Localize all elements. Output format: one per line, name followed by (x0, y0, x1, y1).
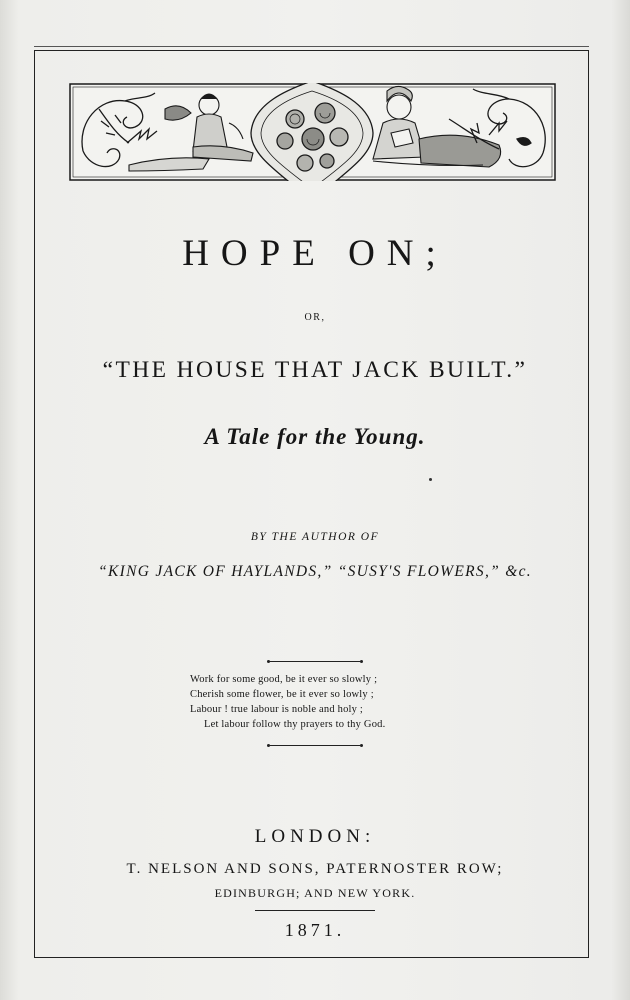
rule-end-dot (267, 744, 270, 747)
book-title: HOPE ON; (182, 233, 448, 274)
ink-speck (429, 478, 432, 481)
imprint-year: 1871. (284, 920, 346, 940)
epigraph-bottom-rule (270, 745, 360, 746)
epigraph-top-rule (270, 661, 360, 662)
epigraph (190, 672, 450, 732)
page-border-frame (34, 50, 589, 958)
ornamental-banner (69, 83, 556, 181)
imprint-rule (255, 910, 375, 911)
byline: BY THE AUTHOR OF (250, 531, 380, 543)
imprint-place: LONDON: (254, 826, 376, 847)
book-tagline: A Tale for the Young. (204, 424, 426, 449)
rule-end-dot (360, 744, 363, 747)
rule-end-dot (267, 660, 270, 663)
book-subtitle: “THE HOUSE THAT JACK BUILT.” (102, 357, 528, 383)
rule-end-dot (360, 660, 363, 663)
epigraph-line: Work for some good, be it ever so slowly ; (190, 674, 378, 685)
frame-top-line (34, 46, 589, 47)
epigraph-line: Cherish some flower, be it ever so lowly ; (190, 689, 374, 700)
imprint-cities: EDINBURGH; AND NEW YORK. (214, 886, 416, 900)
title-connector: OR, (304, 312, 326, 323)
imprint-publisher: T. NELSON AND SONS, PATERNOSTER ROW; (126, 861, 504, 877)
epigraph-line: Labour ! true labour is noble and holy ; (190, 704, 364, 715)
other-works: “KING JACK OF HAYLANDS,” “SUSY'S FLOWERS,” &c. (98, 563, 532, 580)
epigraph-line: Let labour follow thy prayers to thy God. (204, 719, 386, 730)
